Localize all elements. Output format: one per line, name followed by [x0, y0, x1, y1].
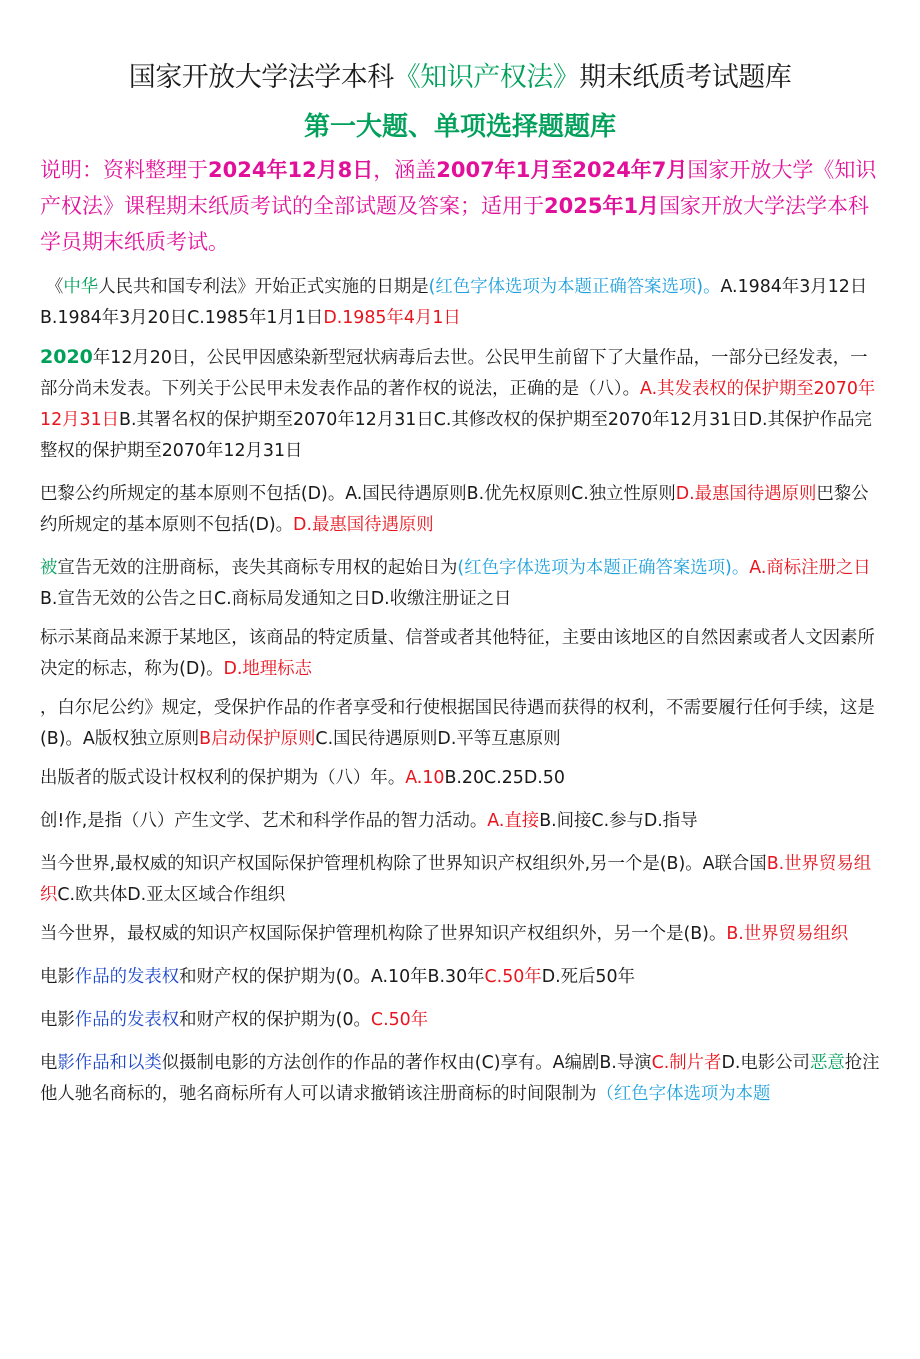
correct-answer: B.世界贸易组织	[40, 854, 872, 905]
question-options: A.1984年3月12日B.1984年3月20日C.1985年1月1日	[40, 277, 868, 328]
answer-hint: (红色字体选项为本题正确答案选项)。	[428, 277, 721, 297]
question-options: C.欧共体D.亚太区域合作组织	[57, 885, 286, 905]
correct-answer: D.1985年4月1日	[323, 308, 461, 328]
question-text: 恶意	[809, 1053, 845, 1073]
intro-date: 2024年12月8日	[208, 158, 374, 182]
question-item	[40, 479, 880, 541]
correct-answer: D.最惠国待遇原则	[675, 484, 817, 504]
question-text: 和财产权的保护期为(0。	[179, 1010, 371, 1030]
question-text: 当今世界,最权威的知识产权国际保护管理机构除了世界知识产权组织外,另一个是(B)。A联合国	[40, 854, 767, 874]
correct-answer: C.制片者	[651, 1053, 722, 1073]
correct-answer: A.10	[405, 768, 445, 788]
correct-answer: C.50年	[484, 967, 542, 987]
question-item	[40, 693, 880, 755]
question-text: 巴黎公约所规定的基本原则不包括(D)。A.国民待遇原则B.优先权原则C.独立性原则	[40, 484, 676, 504]
question-options: D.死后50年	[541, 967, 635, 987]
intro-text: 说明：资料整理于	[40, 158, 208, 182]
question-item	[40, 806, 880, 837]
question-item	[40, 763, 880, 794]
question-text: ，白尔尼公约》规定，受保护作品的作者享受和行使根据国民待遇而获得的权利，不需要履行任何手续，这是(B)。A版权独立原则	[40, 698, 875, 749]
question-text: 电影	[40, 967, 75, 987]
question-item	[40, 962, 880, 993]
title-suffix: 期末纸质考试题库	[579, 62, 792, 93]
question-options: B.其署名权的保护期至2070年12月31日C.其修改权的保护期至2070年12月31日D.其保护作品完整权的保护期至2070年12月31日	[40, 410, 872, 461]
question-options: B.20C.25D.50	[444, 768, 565, 788]
question-text: 出版者的版式设计权权利的保护期为（八）年。	[40, 768, 406, 788]
question-text: 宣告无效的注册商标，丧失其商标专用权的起始日为	[57, 558, 458, 578]
question-options: 似摄制电影的方法创作的作品的著作权由(C)享有。A编剧B.导演	[161, 1053, 652, 1073]
title-prefix: 国家开放大学法学本科	[128, 62, 394, 93]
question-item	[40, 849, 880, 911]
question-options: B.间接C.参与D.指导	[539, 811, 698, 831]
question-options: B.宣告无效的公告之日C.商标局发通知之日D.收缴注册证之日	[40, 589, 512, 609]
question-text: 巴黎公约所规定的基本原则不包括(D)。	[40, 484, 869, 535]
intro-note	[40, 152, 880, 260]
question-text: 创!作,是指（八）产生文学、艺术和科学作品的智力活动。	[40, 811, 488, 831]
question-item	[40, 1005, 880, 1036]
correct-answer: B启动保护原则	[199, 729, 316, 749]
answer-hint: (红色字体选项为本题正确答案选项)。	[457, 558, 750, 578]
title-course: 《知识产权法》	[393, 62, 580, 93]
question-text: 作品的发表权	[74, 1010, 180, 1030]
section-subtitle: 第一大题、单项选择题题库	[303, 112, 616, 142]
answer-hint: （红色字体选项为本题	[596, 1084, 771, 1104]
question-text: 《	[46, 277, 64, 297]
question-item	[40, 1048, 880, 1110]
question-text: 被	[40, 558, 58, 578]
question-text: 标示某商品来源于某地区，该商品的特定质量、信誉或者其他特征，主要由该地区的自然因素或者人文因素所决定的标志，称为(D)。	[40, 628, 875, 679]
intro-date: 2025年1月	[544, 194, 660, 218]
correct-answer: A.其发表权的保护期至2070年12月31日	[40, 379, 876, 430]
question-text: 电影	[40, 1010, 75, 1030]
intro-text: 国家开放大学《知识产权法》课程期末纸质考试的全部试题及答案；适用于	[40, 158, 877, 218]
question-text: 抢注他人驰名商标的，驰名商标所有人可以请求撤销该注册商标的时间限制为	[40, 1053, 880, 1104]
correct-answer: D.最惠国待遇原则	[293, 515, 434, 535]
question-item	[40, 919, 880, 950]
question-item	[40, 272, 880, 334]
question-text: 作品的发表权	[74, 967, 180, 987]
page-title	[40, 58, 880, 98]
question-text: 当今世界，最权威的知识产权国际保护管理机构除了世界知识产权组织外，另一个是(B)。	[40, 924, 727, 944]
question-text: 2020	[40, 346, 93, 368]
correct-answer: A.直接	[487, 811, 540, 831]
correct-answer: A.商标注册之日	[749, 558, 871, 578]
question-options: C.国民待遇原则D.平等互惠原则	[315, 729, 561, 749]
intro-text: ，涵盖	[373, 158, 437, 182]
correct-answer: B.世界贸易组织	[726, 924, 849, 944]
question-text: 年12月20日，公民甲因感染新型冠状病毒后去世。公民甲生前留下了大量作品，一部分已经发表，一部分尚未发表。下列关于公民甲未发表作品的著作权的说法，正确的是（八）。	[40, 348, 868, 399]
question-options: D.电影公司	[721, 1053, 810, 1073]
document-page	[0, 58, 920, 1359]
question-text: 人民共和国专利法》开始正式实施的日期是	[98, 277, 429, 297]
question-text: 影作品和以类	[57, 1053, 162, 1073]
question-item	[40, 342, 880, 467]
question-item	[40, 623, 880, 685]
intro-text: 国家开放大学法学本科学员期末纸质考试。	[40, 194, 870, 254]
question-item	[40, 553, 880, 615]
question-options: 和财产权的保护期为(0。A.10年B.30年	[179, 967, 485, 987]
question-text: 电	[40, 1053, 58, 1073]
question-text: 中华	[63, 277, 99, 297]
correct-answer: C.50年	[370, 1010, 429, 1030]
correct-answer: D.地理标志	[223, 659, 312, 679]
intro-date: 2007年1月至2024年7月	[436, 158, 688, 182]
